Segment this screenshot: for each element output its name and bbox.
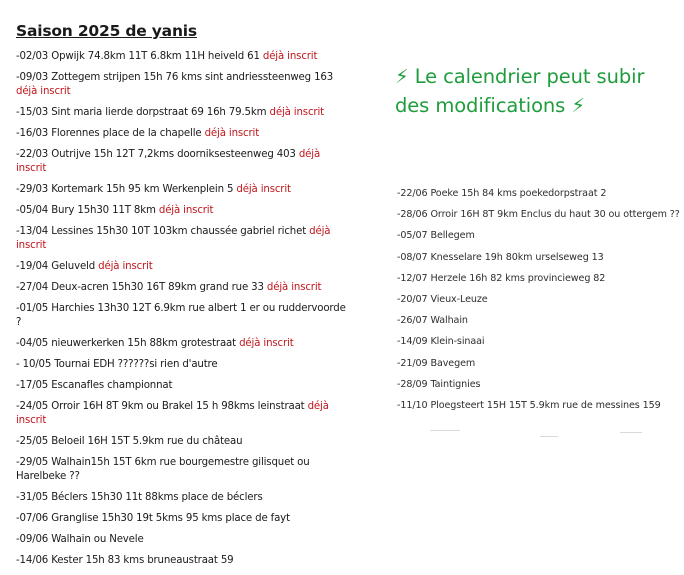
registration-status: déjà inscrit	[239, 338, 294, 349]
race-entry	[16, 512, 346, 526]
race-entry: -05/07 Bellegem	[397, 230, 475, 242]
race-entry-text: -24/05 Orroir 16H 8T 9km ou Brakel 15 h 98kms leinstraat	[16, 401, 308, 412]
registration-status: déjà inscrit	[269, 107, 324, 118]
race-entry: -14/09 Klein-sinaai	[397, 336, 485, 348]
race-entry	[16, 456, 346, 484]
race-entry: -21/09 Bavegem	[397, 357, 476, 369]
race-entry: -28/06 Orroir 16H 8T 9km Enclus du haut 30 ou ottergem ??	[397, 209, 680, 221]
race-entry	[16, 225, 346, 253]
race-entry-text: -31/05 Béclers 15h30 11t 88kms place de béclers	[16, 492, 263, 503]
race-entry-text: -16/03 Florennes place de la chapelle	[16, 128, 205, 139]
registration-status: déjà inscrit	[16, 401, 329, 426]
race-entry	[16, 554, 346, 568]
race-entry	[16, 358, 346, 372]
scan-mark	[540, 436, 558, 437]
race-entry: -11/10 Ploegsteert 15H 15T 5.9km rue de messines 159	[397, 399, 661, 411]
race-entry-text: -09/03 Zottegem strijpen 15h 76 kms sint andriessteenweg 163	[16, 72, 334, 83]
registration-status: déjà inscrit	[98, 261, 153, 272]
race-entry	[16, 204, 346, 218]
registration-status: déjà inscrit	[16, 226, 331, 251]
right-schedule-list	[397, 187, 682, 420]
race-entry-text: -17/05 Escanafles championnat	[16, 380, 173, 391]
registration-status: déjà inscrit	[16, 86, 71, 97]
race-entry-text: -29/05 Walhain15h 15T 6km rue bourgemestre gilisquet ou Harelbeke ??	[16, 457, 310, 482]
race-entry-text: -14/06 Kester 15h 83 kms bruneaustraat 59	[16, 555, 234, 566]
race-entry	[16, 491, 346, 505]
race-entry	[16, 302, 346, 330]
race-entry	[16, 260, 346, 274]
race-entry: -08/07 Knesselare 19h 80km urselseweg 13	[397, 251, 604, 263]
race-entry-text: -05/04 Bury 15h30 11T 8km	[16, 205, 159, 216]
race-entry	[16, 281, 346, 295]
race-entry: -28/09 Taintignies	[397, 378, 481, 390]
race-entry	[16, 533, 346, 547]
page-title: Saison 2025 de yanis	[16, 22, 197, 40]
registration-status: déjà inscrit	[16, 149, 321, 174]
race-entry-text: -19/04 Geluveld	[16, 261, 99, 272]
race-entry-text: -15/03 Sint maria lierde dorpstraat 69 16h 79.5km	[16, 107, 270, 118]
race-entry-text: -09/06 Walhain ou Nevele	[16, 534, 144, 545]
registration-status: déjà inscrit	[158, 205, 214, 216]
race-entry-text: -07/06 Granglise 15h30 19t 5kms 95 kms place de fayt	[16, 513, 290, 524]
race-entry: -20/07 Vieux-Leuze	[397, 293, 488, 305]
race-entry	[16, 400, 346, 428]
race-entry-text: - 10/05 Tournai EDH ??????si rien d'autre	[16, 359, 218, 370]
race-entry-text: -25/05 Beloeil 16H 15T 5.9km rue du château	[16, 436, 243, 447]
registration-status: déjà inscrit	[204, 128, 260, 139]
race-entry-text: -02/03 Opwijk 74.8km 11T 6.8km 11H heiveld 61	[16, 51, 263, 62]
race-entry-text: -27/04 Deux-acren 15h30 16T 89km grand rue 33	[16, 282, 267, 293]
scan-mark	[430, 430, 460, 431]
race-entry	[16, 106, 346, 120]
race-entry	[16, 435, 346, 449]
race-entry	[16, 183, 346, 197]
race-entry: -22/06 Poeke 15h 84 kms poekedorpstraat 2	[397, 188, 607, 199]
race-entry-text: -29/03 Kortemark 15h 95 km Werkenplein 5	[16, 184, 237, 195]
race-entry	[16, 379, 346, 393]
race-entry	[16, 148, 346, 176]
race-entry: -26/07 Walhain	[397, 315, 468, 327]
race-entry-text: -13/04 Lessines 15h30 10T 103km chaussée gabriel richet	[16, 226, 310, 237]
calendar-notice: ⚡ Le calendrier peut subir des modifications ⚡	[395, 65, 645, 117]
scan-mark	[620, 432, 642, 433]
registration-status: déjà inscrit	[266, 282, 322, 293]
race-entry-text: -01/05 Harchies 13h30 12T 6.9km rue albert 1 er ou ruddervoorde ?	[16, 303, 346, 328]
race-entry-text: -22/03 Outrijve 15h 12T 7,2kms doorniksesteenweg 403	[16, 149, 299, 160]
race-entry-text: -04/05 nieuwerkerken 15h 88km grotestraat	[16, 338, 240, 349]
race-entry	[16, 50, 346, 64]
registration-status: déjà inscrit	[262, 51, 318, 62]
race-entry	[16, 337, 346, 351]
left-schedule-list	[16, 50, 346, 575]
race-entry: -12/07 Herzele 16h 82 kms provincieweg 82	[397, 272, 606, 284]
registration-status: déjà inscrit	[236, 184, 291, 195]
race-entry	[16, 71, 346, 99]
race-entry	[16, 127, 346, 141]
